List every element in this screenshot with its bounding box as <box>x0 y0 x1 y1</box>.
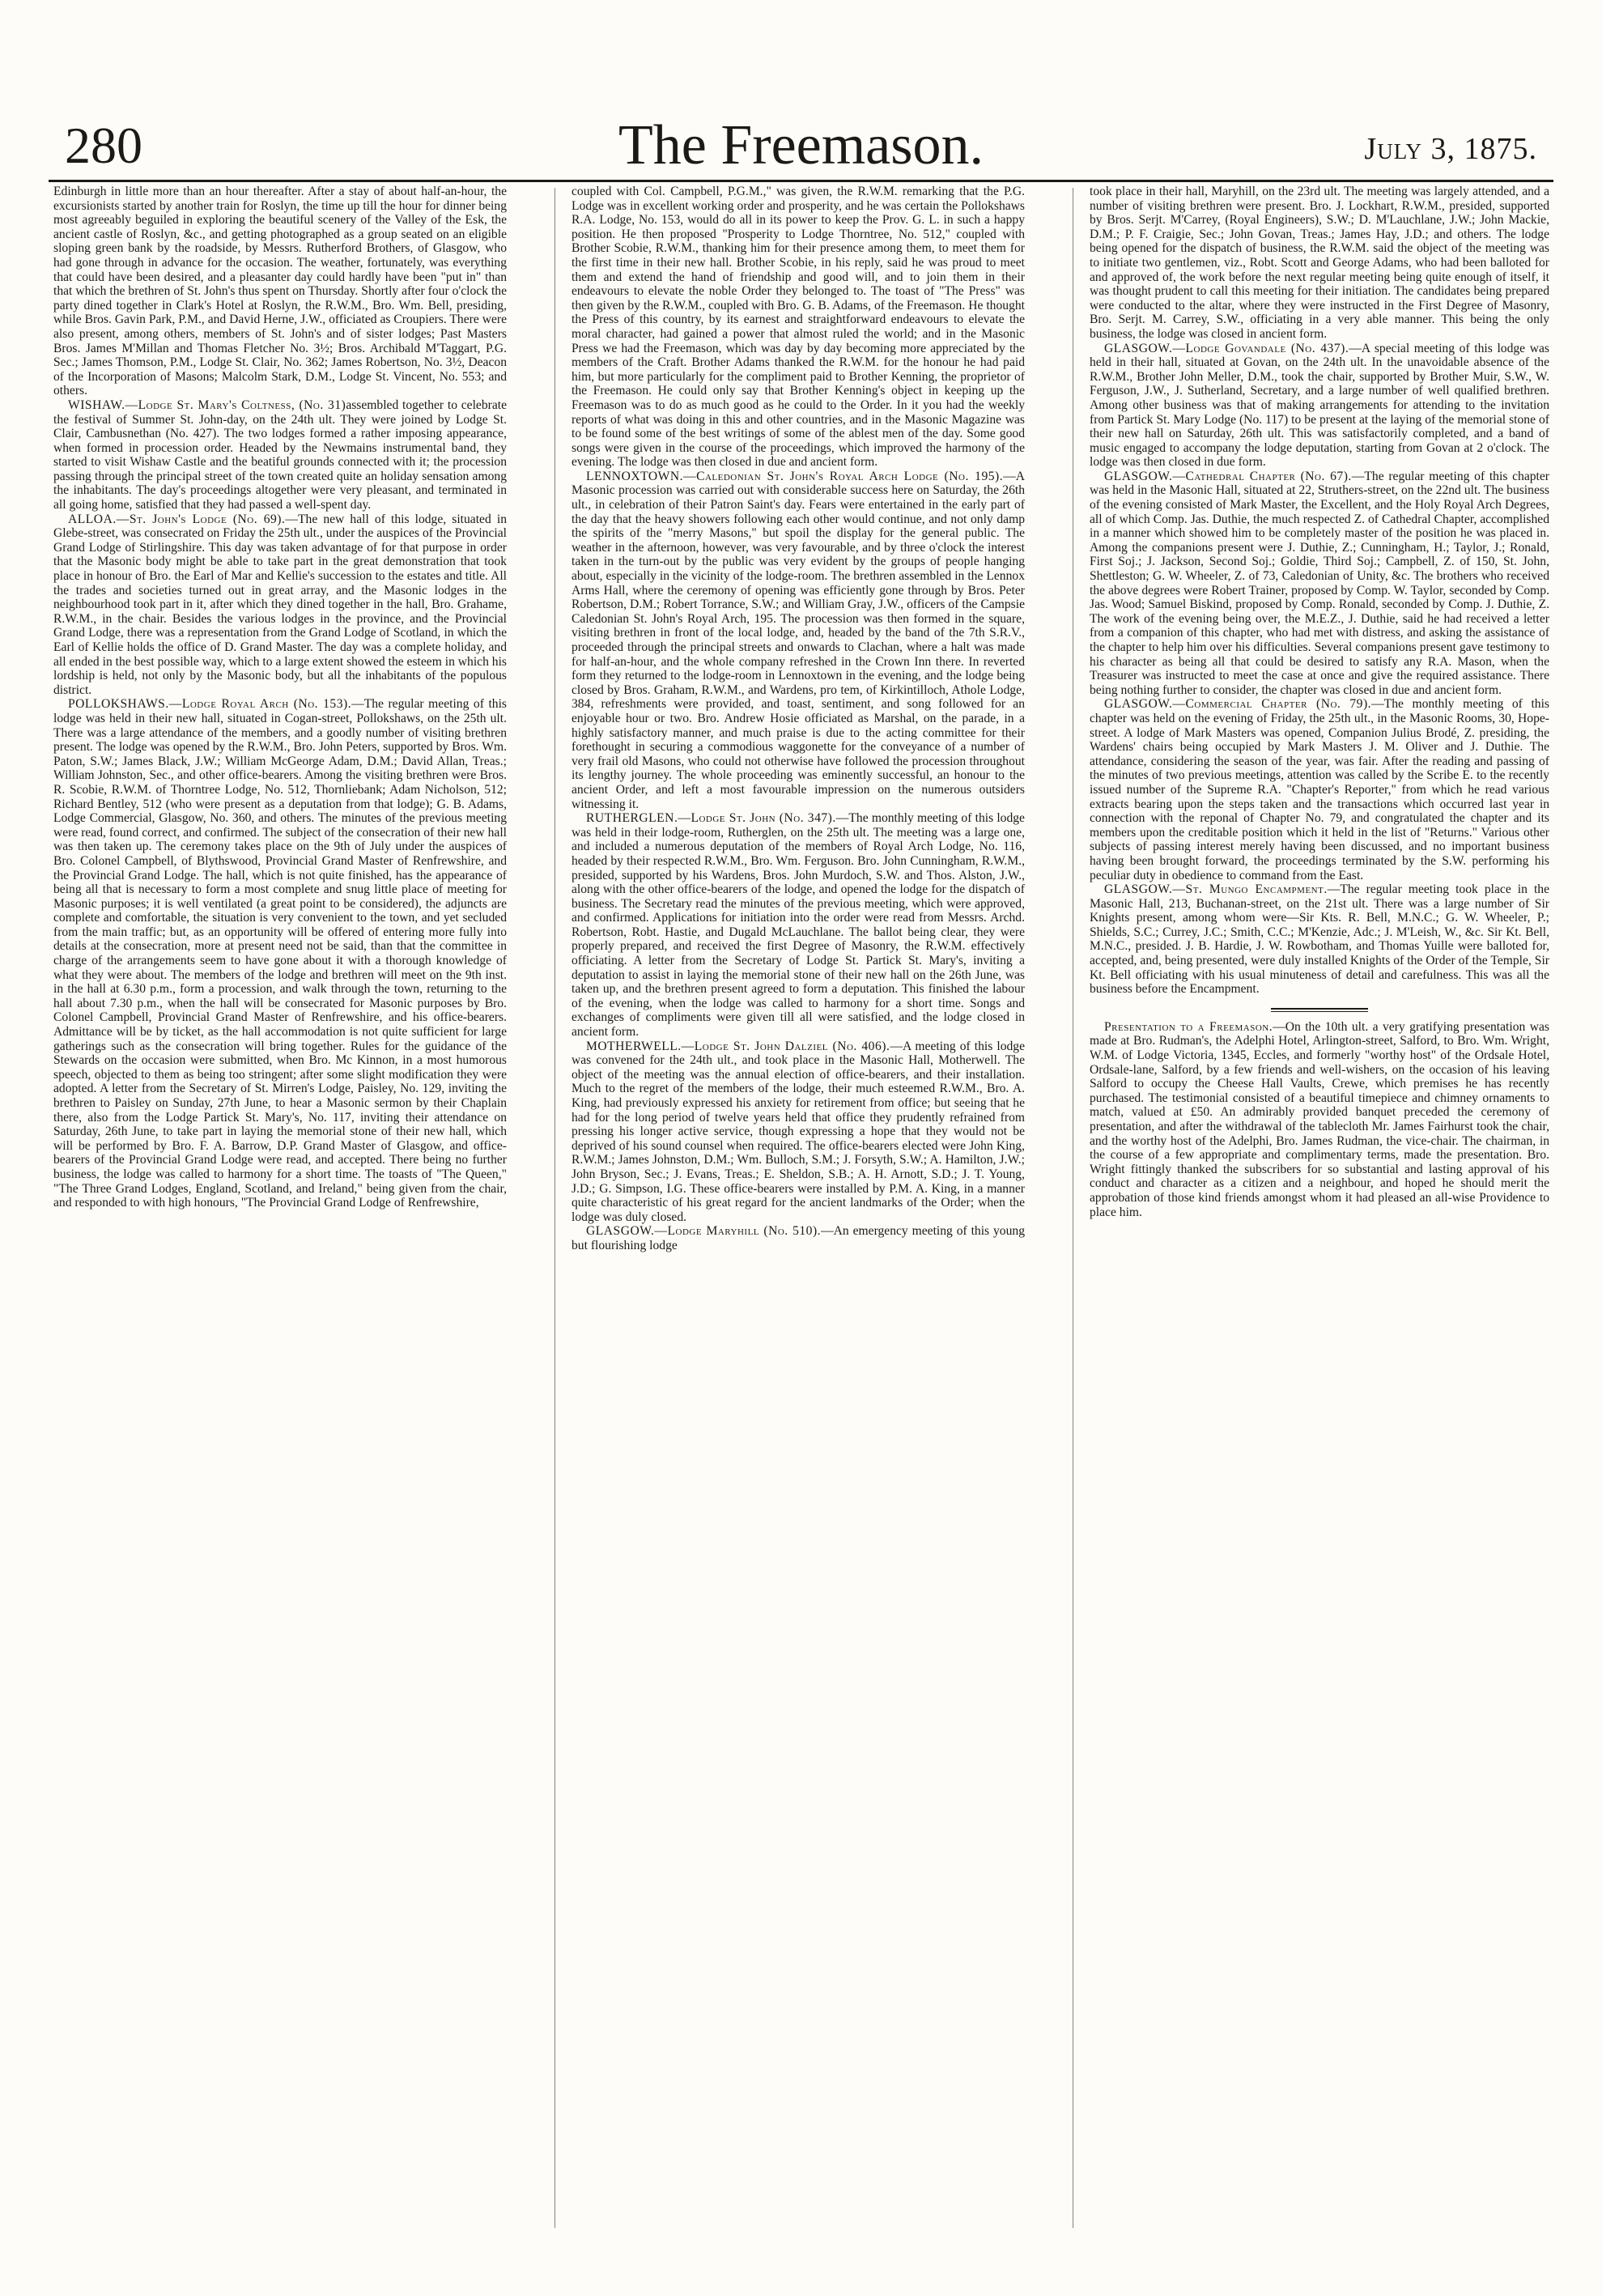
report-heading: MOTHERWELL.—Lodge St. John Dalziel (No. 406). <box>586 1039 890 1053</box>
lodge-report <box>1090 1020 1549 1219</box>
column-2 <box>572 185 1025 2241</box>
lodge-report <box>1090 697 1549 882</box>
report-text: —The regular meeting took place in the Masonic Hall, 213, Buchanan-street, on the 21st ult. There was a large number of Sir Knights present, among whom were—Sir Kts. R. Bell, M.N.C.; G. W. Wheeler, P.; Shields, S.C.; Currey, J.C.; Smith, C.C.; M'Kenzie, Adc.; J. M'Leish, W., &c. Sir Kt. Bell, M.N.C., presided. J. B. Hardie, J. W. Rowbotham, and Thomas Yuille were balloted for, accepted, and, being presented, were duly installed Knights of the Order of the Temple, Sir Kt. Bell officiating with his usual minuteness of detail and carefulness. This was all the business before the Encampment. <box>1090 882 1549 997</box>
report-text: —The monthly meeting of this chapter was held on the evening of Friday, the 25th ult., in the Masonic Rooms, 30, Hope-street. A lodge of Mark Masters was opened, Companion Julius Brodé, Z. presiding, the Wardens' chairs being occupied by Mark Masters J. M. Oliver and J. Duthie. The attendance, considering the season of the year, was fair. After the reading and passing of the minutes of two previous meetings, attention was called by the Scribe E. to the recently issued number of the Supreme R.A. "Chapter's Reporter," from which he read various extracts bearing upon the steps taken and the transactions which occurred last year in connection with the reponal of Chapter No. 79, and congratulated the chapter and its members upon the creditable position which it held in the list of "Returns." Various other subjects of passing interest merely having been discussed, and no important business having been brought forward, the proceedings terminated by the S.W. performing his peculiar duty in obedience to command from the East. <box>1090 697 1549 882</box>
report-heading: GLASGOW.—Commercial Chapter (No. 79). <box>1104 697 1372 712</box>
lodge-report <box>1090 342 1549 470</box>
report-text: —An emergency meeting of this young but flourishing lodge <box>572 1224 1025 1252</box>
report-heading: Presentation to a Freemason. <box>1104 1019 1273 1034</box>
report-heading: GLASGOW.—St. Mungo Encampment. <box>1104 882 1328 897</box>
report-text: —The new hall of this lodge, situated in Glebe-street, was consecrated on Friday the 25th ult., under the auspices of the Provincial Grand Lodge of Stirlingshire. This day was taken advantage of for that purpose in order that the Masonic body might be able to take part in the great demonstration that took place in honour of Bro. the Earl of Mar and Kellie's succession to the estates and title. All the trades and societies turned out in great array, and the Masonic lodges in the neighbourhood took part in it, after which they dined together in the hall, Bro. Grahame, R.W.M., in the chair. Besides the various lodges in the province, and the Provincial Grand Lodge, there was a representation from the Grand Lodge of Scotland, in which the Earl of Kellie holds the office of D. Grand Master. The day was a complete holiday, and all ended in the best possible way, which to a large extent showed the esteem in which his lordship is held, not only by the Masonic body, but all the inhabitants of the populous district. <box>53 512 507 697</box>
report-text: —A meeting of this lodge was convened for the 24th ult., and took place in the Masonic Hall, Motherwell. The object of the meeting was the annual election of office-bearers, and their installation. Much to the regret of the members of the lodge, their much esteemed R.W.M., Bro. A. King, had previously expressed his anxiety for retirement from office; but seeing that he had for the long period of twelve years held that office they prudently refrained from pressing his longer active service, though expressing a hope that they would not be deprived of his sound counsel when required. The office-bearers elected were John King, R.W.M.; James Johnston, D.M.; Wm. Bulloch, S.M.; J. Forsyth, S.W.; A. Hamilton, J.W.; John Bryson, Sec.; J. Evans, Treas.; E. Sheldon, S.B.; A. H. Arnott, S.D.; J. T. Young, J.D.; G. Simpson, I.G. These office-bearers were installed by P.M. A. King, in a manner quite characteristic of his great regard for the ancient landmarks of the Order; when the lodge was duly closed. <box>572 1039 1025 1224</box>
report-text: —The regular meeting of this chapter was held in the Masonic Hall, situated at 22, Struthers-street, on the 22nd ult. The business of the evening consisted of Mark Master, the Excellent, and the Holy Royal Arch Degrees, all of which Comp. Jas. Duthie, the much respected Z. of Cathedral Chapter, accomplished in a manner which showed him to be completely master of the position he was placed in. Among the companions present were J. Duthie, Z.; Cunningham, H.; Taylor, J.; Ronald, First Soj.; J. Jackson, Second Soj.; Goldie, Third Soj.; Campbell, Z. of 150, St. John, Shettleston; G. W. Wheeler, Z. of 73, Caledonian of Unity, &c. The brothers who received the above degrees were Robert Trainer, proposed by Comp. W. Taylor, seconded by Comp. Jas. Wood; Samuel Biskind, proposed by Comp. Ronald, seconded by Comp. J. Duthie, Z. The work of the evening being over, the M.E.Z., J. Duthie, said he had received a letter from a companion of this chapter, who had met with distress, and asking the assistance of the chapter to help him over his difficulties. Several companions present gave testimony to his character as being all that could be desired to satisfy any R.A. Mason, when the Treasurer was instructed to meet the case at once and give the required assistance. There being nothing further to consider, the chapter was closed in due and ancient form. <box>1090 469 1549 697</box>
article-paragraph <box>1090 185 1549 342</box>
section-separator <box>1271 1008 1368 1012</box>
report-heading: RUTHERGLEN.—Lodge St. John (No. 347). <box>586 811 836 826</box>
column-1 <box>53 185 507 2241</box>
lodge-report <box>572 1040 1025 1225</box>
report-text: —A special meeting of this lodge was held in their hall, situated at Govan, on the 24th ult. In the unavoidable absence of the R.W.M., Brother John Meller, D.M., took the chair, supported by Brother Muir, S.W., W. Ferguson, J.W., J. Sutherland, Secretary, and a large number of well qualified brethren. Among other business was that of making arrangements for attending to the invitation from Partick St. Mary Lodge (No. 117) to be present at the laying of the memorial stone of their new hall on Saturday, 26th ult. This was satisfactorily completed, and a band of music engaged to accompany the lodge deputation, starting from Govan at 2 o'clock. The lodge was then closed in due form. <box>1090 341 1549 470</box>
article-paragraph <box>53 185 507 398</box>
masthead-rule <box>49 180 1553 182</box>
lodge-report <box>572 470 1025 811</box>
report-text: —The regular meeting of this lodge was held in their new hall, situated in Cogan-street, Pollokshaws, on the 25th ult. There was a large attendance of the members, and a goodly number of visiting brethren present. The lodge was opened by the R.W.M., Bro. John Peters, supported by Bros. Wm. Paton, S.W.; James Black, J.W.; William McGeorge Adam, D.M.; David Allan, Treas.; William Johnston, Sec., and other office-bearers. Among the visiting brethren were Bros. R. Scobie, R.W.M. of Thorntree Lodge, No. 512, Thornliebank; Adam Nicholson, 512; Richard Bentley, 512 (who were present as a deputation from that lodge); G. B. Adams, Lodge Commercial, Glasgow, No. 360, and others. The minutes of the previous meeting were read, found correct, and confirmed. The subject of the consecration of their new hall was then taken up. The ceremony takes place on the 9th of July under the auspices of Bro. Colonel Campbell, of Blythswood, Provincial Grand Master of Renfrewshire, and the Provincial Grand Lodge. The hall, which is not quite finished, has the appearance of being all that is necessary to form a most complete and snug little place of meeting for Masonic purposes; it is well ventilated (a great point to be considered), the adjuncts are complete and comfortable, the situation is very convenient to the town, and yet secluded from the main traffic; but, as an opportunity will be offered of entering more fully into details at the consecration, more at present need not be said, than that the committee in charge of the arrangements seem to have gone about it with a thorough knowledge of what they were about. The members of the lodge and brethren will meet on the 9th inst. in the hall at 6.30 p.m., form a procession, and walk through the town, returning to the hall about 7.30 p.m., when the hall will be consecrated for Masonic purposes by Bro. Colonel Campbell, Provincial Grand Master of Renfrewshire, and his office-bearers. Admittance will be by ticket, as the hall accommodation is not quite sufficient for large gatherings such as the consecration will bring together. Rules for the guidance of the Stewards on the occasion were submitted, when Bro. Mc Kinnon, in a most humorous speech, objected to them as being too stringent; after some slight modification they were adopted. A letter from the Secretary of St. Mirren's Lodge, Paisley, No. 129, inviting the brethren to Paisley on Sunday, 27th June, to hear a Masonic sermon by their Chaplain there, also from the Lodge Partick St. Mary's, No. 117, inviting their attendance on Saturday, 26th June, to take part in laying the memorial stone of their new hall, which will be performed by Bro. F. A. Barrow, D.P. Grand Master of Glasgow, and office-bearers of the Provincial Grand Lodge were read, and accepted. There being no further business, the lodge was called to harmony for a short time. The toasts of "The Queen," "The Three Grand Lodges, England, Scotland, and Ireland," being given from the chair, and responded to with high honours, "The Provincial Grand Lodge of Renfrewshire, <box>53 697 507 1210</box>
lodge-report <box>53 697 507 1210</box>
lodge-report <box>572 811 1025 1040</box>
lodge-report <box>1090 470 1549 698</box>
newspaper-title: The Freemason. <box>618 114 984 176</box>
report-heading: POLLOKSHAWS.—Lodge Royal Arch (No. 153). <box>68 697 352 712</box>
lodge-report <box>1090 882 1549 997</box>
report-heading: GLASGOW.—Lodge Maryhill (No. 510). <box>586 1224 822 1239</box>
column-3 <box>1090 185 1549 2241</box>
report-heading: GLASGOW.—Cathedral Chapter (No. 67). <box>1104 469 1352 483</box>
report-text: coupled with Col. Campbell, P.G.M.," was given, the R.W.M. remarking that the P.G. Lodge was in excellent working order and prosperity, and he was certain the Pollokshaws R.A. Lodge, No. 153, would do all in its power to keep the Prov. G. L. in such a happy position. He then proposed "Prosperity to Lodge Thorntree, No. 512," coupled with Brother Scobie, R.W.M., thanking him for their presence among them, to meet them for the first time in their new hall. Brother Scobie, in his reply, said he was proud to meet them and extend the hand of friendship and good will, and to join them in their endeavours to elevate the noble Order they belonged to. The toast of "The Press" was then given by the R.W.M., coupled with Bro. G. B. Adams, of the Freemason. He thought the Press of this country, by its earnest and straightforward endeavours to elevate the moral character, had gained a power that almost ruled the world; and in the Masonic Press we had the Freemason, which was day by day becoming more appreciated by the members of the Craft. Brother Adams thanked the R.W.M. for the honour he had paid him, but more particularly for the compliment paid to Brother Kenning, the proprietor of the Freemason. He could only say that Brother Kenning's object in keeping up the Freemason was to do as much good as he could to the Order. In it you had the weekly reports of what was doing in this and other countries, and in the Masonic Magazine was to be found some of the best writings of some of the ablest men of the day. Some good songs were given in the course of the proceedings, which improved the harmony of the evening. The lodge was then closed in due and ancient form. <box>572 185 1025 470</box>
report-heading: LENNOXTOWN.—Caledonian St. John's Royal Arch Lodge (No. 195). <box>586 469 1004 483</box>
report-text: —On the 10th ult. a very gratifying presentation was made at Bro. Rudman's, the Adelphi Hotel, Arlington-street, Salford, to Bro. Wm. Wright, W.M. of Lodge Victoria, 1345, Eccles, and formerly "worthy host" of the Ordsale Hotel, Ordsale-lane, Salford, by a few friends and well-wishers, on the occasion of his leaving Salford to occupy the Cheese Hall Vaults, Crewe, which premises he has recently purchased. The testimonial consisted of a beautiful timepiece and chimney ornaments to match, valued at £50. An admirably provided banquet preceded the ceremony of presentation, and after the withdrawal of the tablecloth Mr. James Fairhurst took the chair, and the worthy host of the Adelphi, Bro. James Rudman, the vice-chair. The chairman, in the course of a few appropriate and complimentary terms, made the presentation. Bro. Wright fittingly thanked the subscribers for so substantial and lasting approval of his conduct and character as a citizen and a neighbour, and hoped he should merit the approbation of those kind friends amongst whom it had pleased an all-wise Providence to place him. <box>1090 1019 1549 1219</box>
lodge-report <box>53 398 507 512</box>
report-heading: WISHAW.—Lodge St. Mary's Coltness, (No. 31) <box>68 398 346 412</box>
report-text: took place in their hall, Maryhill, on the 23rd ult. The meeting was largely attended, and a number of visiting brethren were present. Bro. J. Lockhart, R.W.M., presided, supported by Bros. Serjt. M'Carrey, (Royal Engineers), S.W.; D. M'Lauchlane, J.W.; John Mackie, D.M.; P. F. Craigie, Sec.; John Govan, Treas.; James Hay, J.D.; and others. The lodge being opened for the dispatch of business, the R.W.M. said the object of the meeting was to initiate two gentlemen, viz., Robt. Scott and George Adams, who had been balloted for and approved of, the work before the next regular meeting being quite enough of itself, it was thought prudent to call this meeting for their initiation. The candidates being prepared were conducted to the altar, where they were instructed in the First Degree of Masonry, Bro. Serjt. M. Carrey, S.W., officiating in a very able manner. This being the only business, the lodge was closed in ancient form. <box>1090 185 1549 341</box>
report-text: —The monthly meeting of this lodge was held in their lodge-room, Rutherglen, on the 25th ult. The meeting was a large one, and included a numerous deputation of the members of Royal Arch Lodge, No. 116, headed by their respected R.W.M., Bro. Wm. Ferguson. Bro. John Cunningham, R.W.M., presided, supported by his Wardens, Bros. John Murdoch, S.W. and Thos. Alston, J.W., along with the other office-bearers of the lodge, and opened the lodge for the dispatch of business. The Secretary read the minutes of the previous meeting, which were approved, and confirmed. Applications for initiation into the order were read from Messrs. Archd. Robertson, Robt. Hastie, and Dugald McLauchlane. The ballot being clear, they were properly prepared, and received the first Degree of Masonry, the R.W.M. effectively officiating. A letter from the Secretary of Lodge St. Partick St. Mary's, inviting a deputation to assist in laying the memorial stone of their new hall on the 26th June, was taken up, and the brethren present agreed to form a deputation. This finished the labour of the evening, when the lodge was called to harmony for a short time. Songs and exchanges of compliments were given till all were satisfied, and the lodge closed in ancient form. <box>572 811 1025 1040</box>
report-heading: ALLOA.—St. John's Lodge (No. 69). <box>68 512 286 526</box>
lodge-report <box>53 512 507 698</box>
report-text: Edinburgh in little more than an hour thereafter. After a stay of about half-an-hour, the excursionists started by another train for Roslyn, the time up till the hour for dinner being most agreeably beguiled in exploring the beautiful scenery of the Valley of the Esk, the ancient castle of Roslyn, &c., and getting photographed as a group seated on an eligible sloping green bank by the roadside, by Messrs. Rutherford Brothers, of Glasgow, who had gone through in advance for the occasion. The weather, fortunately, was everything that could have been desired, and a pleasanter day could hardly have been "put in" than that which the brethren of St. John's thus spent on Thursday. Shortly after four o'clock the party dined together in Clark's Hotel at Roslyn, the R.W.M., Bro. Wm. Bell, presiding, while Bros. Gavin Park, P.M., and David Herne, J.W., officiated as Croupiers. There were also present, among others, members of St. John's and of sister lodges; Past Masters Bros. James M'Millan and Thomas Fletcher No. 3½; Bros. Archibald M'Taggart, P.G. Sec.; James Thomson, P.M., Lodge St. Clair, No. 362; James Robertson, No. 3½, Deacon of the Incorporation of Masons; Malcolm Stark, D.M., Lodge St. Vincent, No. 553; and others. <box>53 185 507 398</box>
article-paragraph <box>572 185 1025 470</box>
page-number: 280 <box>65 117 142 174</box>
report-text: —A Masonic procession was carried out with considerable success here on Saturday, the 26th ult., in celebration of their Patron Saint's day. Fears were entertained in the early part of the day that the heavy showers following each other would continue, and not only damp the spirits of the "merry Masons," but spoil the display for the general public. The weather in the afternoon, however, was very favourable, and by three o'clock the interest taken in the turn-out by the public was very evident by the groups of people hanging about, especially in the vicinity of the lodge-room. The brethren assembled in the Lennox Arms Hall, where the ceremony of opening was efficiently gone through by Bros. Peter Robertson, D.M.; Robert Torrance, S.W.; and William Gray, J.W., officers of the Campsie Caledonian St. John's Royal Arch, 195. The procession was then formed in the square, visiting brethren in front of the local lodge, and, headed by the band of the 7th S.R.V., proceeded through the principal streets and onwards to Clachan, where a halt was made for half-an-hour, and the whole company refreshed in the Crown Inn there. In reverted form they returned to the lodge-room in Lennoxtown in the evening, and the lodge being closed by Bros. Graham, R.W.M., and Wardens, pro tem, of Kirkintilloch, Athole Lodge, 384, refreshments were provided, and toast, sentiment, and song followed for an enjoyable hour or two. Bro. Andrew Hosie officiated as Marshal, on the parade, in a highly satisfactory manner, and much praise is due to the acting committee for their forethought in securing a commodious waggonette for the conveyance of a number of very frail old Masons, who could not otherwise have followed the procession throughout its lengthy journey. The whole proceeding was eminently successful, an honour to the ancient Order, and left a most favourable impression on the numerous outsiders witnessing it. <box>572 469 1025 811</box>
lodge-report <box>572 1224 1025 1252</box>
report-heading: GLASGOW.—Lodge Govandale (No. 437). <box>1104 341 1349 355</box>
issue-date: July 3, 1875. <box>1364 132 1537 166</box>
masthead <box>49 113 1553 178</box>
report-text: assembled together to celebrate the festival of Summer St. John-day, on the 24th ult. They were joined by Lodge St. Clair, Cambusnethan (No. 427). The two lodges formed a rather imposing appearance, when formed in procession order. Headed by the Newmains instrumental band, they started to visit Wishaw Castle and the beatiful grounds connected with it; the procession passing through the principal street of the town created quite an holiday sensation among the inhabitants. The day's proceedings altogether were very pleasant, and terminated in all going home, satisfied that they had passed a well-spent day. <box>53 398 507 512</box>
